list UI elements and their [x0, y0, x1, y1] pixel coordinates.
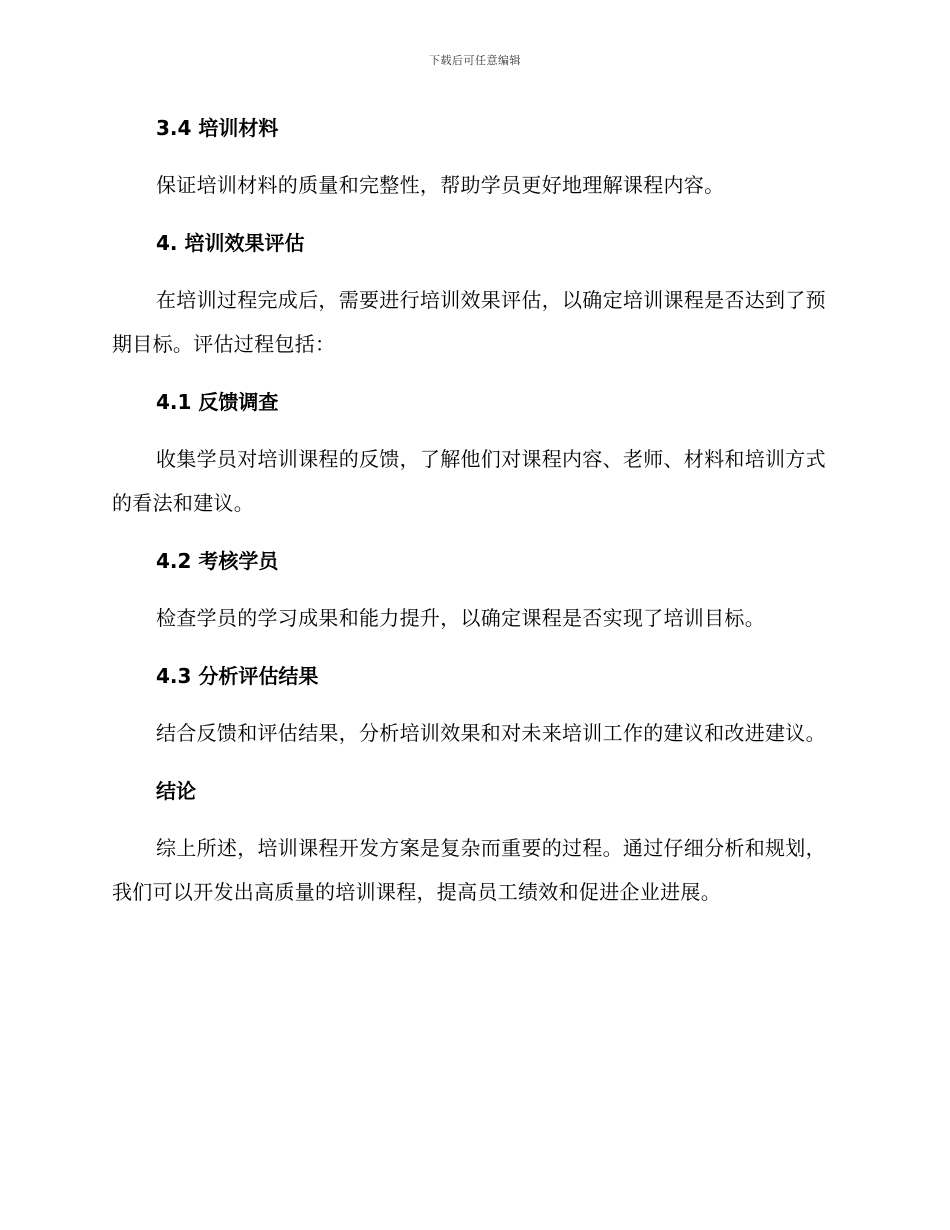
section-heading: 4.1 反馈调查 — [156, 390, 279, 414]
section-heading: 4.3 分析评估结果 — [156, 664, 319, 688]
section-heading: 4.2 考核学员 — [156, 549, 279, 573]
document-body — [112, 106, 832, 914]
section-heading: 3.4 培训材料 — [156, 116, 279, 140]
section-paragraph: 保证培训材料的质量和完整性，帮助学员更好地理解课程内容。 — [156, 173, 725, 197]
section-heading: 4. 培训效果评估 — [156, 231, 305, 255]
conclusion-heading: 结论 — [156, 779, 196, 803]
section-paragraph: 在培训过程完成后，需要进行培训效果评估，以确定培训课程是否达到了预期目标。评估过程包括： — [112, 288, 826, 356]
section-paragraph: 检查学员的学习成果和能力提升，以确定课程是否实现了培训目标。 — [156, 606, 765, 630]
section-paragraph: 收集学员对培训课程的反馈，了解他们对课程内容、老师、材料和培训方式的看法和建议。 — [112, 447, 826, 515]
conclusion-paragraph: 综上所述，培训课程开发方案是复杂而重要的过程。通过仔细分析和规划，我们可以开发出高质量的培训课程，提高员工绩效和促进企业进展。 — [112, 836, 826, 904]
section-paragraph: 结合反馈和评估结果，分析培训效果和对未来培训工作的建议和改进建议。 — [156, 721, 826, 745]
page-header-note: 下载后可任意编辑 — [429, 54, 521, 67]
